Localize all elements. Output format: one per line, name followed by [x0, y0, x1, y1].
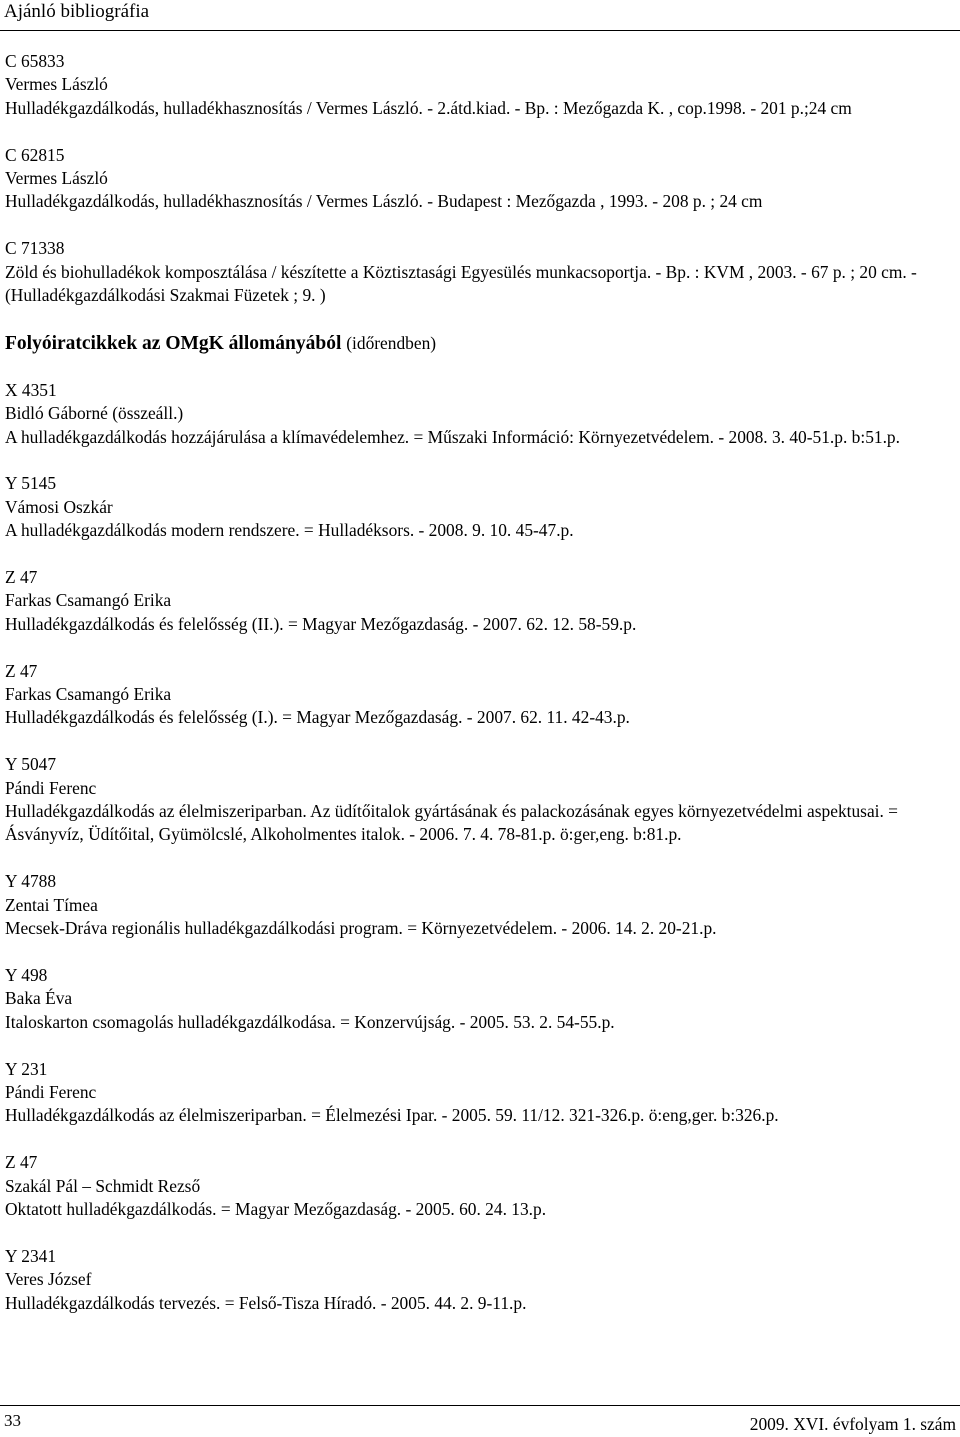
bibliography-record — [5, 1151, 955, 1221]
record-author: Vermes László — [5, 168, 108, 189]
record-author: Szakál Pál – Schmidt Rezső — [5, 1175, 201, 1196]
section-heading — [5, 331, 955, 356]
record-description: Hulladékgazdálkodás tervezés. = Felső-Tisza Híradó. - 2005. 44. 2. 9-11.p. — [5, 1292, 527, 1313]
bibliography-record — [5, 753, 955, 847]
bibliography-record — [5, 1058, 955, 1128]
bibliography-content — [5, 50, 955, 1338]
bibliography-record — [5, 379, 955, 449]
record-code: Z 47 — [5, 1152, 38, 1173]
bibliography-record — [5, 50, 955, 120]
record-description: Italoskarton csomagolás hulladékgazdálkodása. = Konzervújság. - 2005. 53. 2. 54-55.p. — [5, 1011, 615, 1032]
bibliography-record — [5, 144, 955, 214]
article-records — [5, 379, 955, 1315]
record-description: Hulladékgazdálkodás az élelmiszeriparban. Az üdítőitalok gyártásának és palackozásának egyes környezetvédelmi aspektusai. = Ásványvíz, Üdítőital, Gyümölcslé, Alkoholmentes italok. - 2006. 7. 4. 78-81.p. ö:ger,eng. b:81.p. — [5, 801, 898, 845]
record-code: Y 498 — [5, 964, 48, 985]
issue-label: 2009. XVI. évfolyam 1. szám — [749, 1414, 956, 1434]
record-code: Z 47 — [5, 660, 38, 681]
record-author: Farkas Csamangó Erika — [5, 684, 172, 705]
header-title: Ajánló bibliográfia — [4, 1, 150, 22]
page-number: 33 — [4, 1411, 21, 1430]
record-author: Zentai Tímea — [5, 894, 98, 915]
bibliography-record — [5, 1245, 955, 1315]
record-author: Bidló Gáborné (összeáll.) — [5, 403, 184, 424]
page-footer — [0, 1405, 960, 1437]
bibliography-record — [5, 964, 955, 1034]
record-description: A hulladékgazdálkodás modern rendszere. = Hulladéksors. - 2008. 9. 10. 45-47.p. — [5, 520, 574, 541]
record-description: Oktatott hulladékgazdálkodás. = Magyar Mezőgazdaság. - 2005. 60. 24. 13.p. — [5, 1198, 547, 1219]
bibliography-record — [5, 472, 955, 542]
record-code: C 62815 — [5, 144, 65, 165]
record-code: Y 2341 — [5, 1245, 57, 1266]
record-code: C 71338 — [5, 238, 65, 259]
record-code: C 65833 — [5, 51, 65, 71]
record-description: Hulladékgazdálkodás és felelősség (II.). = Magyar Mezőgazdaság. - 2007. 62. 12. 58-59.p. — [5, 613, 637, 634]
section-note: (időrendben) — [346, 332, 437, 353]
record-description: Zöld és biohulladékok komposztálása / készítette a Köztisztasági Egyesülés munkacsoportja. - Bp. : KVM , 2003. - 67 p. ; 20 cm. - (Hulladékgazdálkodási Szakmai Füzetek ; 9. ) — [5, 261, 917, 306]
bibliography-record — [5, 566, 955, 636]
record-author: Vermes László — [5, 74, 108, 95]
record-author: Baka Éva — [5, 988, 73, 1009]
record-description: Mecsek-Dráva regionális hulladékgazdálkodási program. = Környezetvédelem. - 2006. 14. 2. 20-21.p. — [5, 918, 717, 939]
record-description: Hulladékgazdálkodás, hulladékhasznosítás / Vermes László. - Budapest : Mezőgazda , 1993. - 208 p. ; 24 cm — [5, 191, 763, 212]
record-author: Vámosi Oszkár — [5, 496, 113, 517]
record-author: Pándi Ferenc — [5, 777, 97, 798]
bibliography-record — [5, 237, 955, 307]
record-code: Z 47 — [5, 567, 38, 588]
record-description: Hulladékgazdálkodás, hulladékhasznosítás / Vermes László. - 2.átd.kiad. - Bp. : Mezőgazda K. , cop.1998. - 201 p.;24 cm — [5, 97, 852, 118]
record-author: Farkas Csamangó Erika — [5, 590, 172, 611]
record-code: X 4351 — [5, 379, 57, 400]
record-description: Hulladékgazdálkodás az élelmiszeriparban. = Élelmezési Ipar. - 2005. 59. 11/12. 321-326.p. ö:eng,ger. b:326.p. — [5, 1105, 779, 1126]
record-code: Y 4788 — [5, 871, 57, 892]
record-author: Veres József — [5, 1269, 92, 1290]
record-description: Hulladékgazdálkodás és felelősség (I.). = Magyar Mezőgazdaság. - 2007. 62. 11. 42-43.p. — [5, 707, 630, 728]
record-code: Y 5145 — [5, 473, 57, 494]
book-records — [5, 50, 955, 307]
record-code: Y 231 — [5, 1058, 48, 1079]
record-author: Pándi Ferenc — [5, 1081, 97, 1102]
bibliography-record — [5, 870, 955, 940]
record-code: Y 5047 — [5, 754, 57, 775]
page-header — [0, 0, 960, 31]
bibliography-record — [5, 660, 955, 730]
record-description: A hulladékgazdálkodás hozzájárulása a klímavédelemhez. = Műszaki Információ: Környezetvédelem. - 2008. 3. 40-51.p. b:51.p. — [5, 426, 900, 447]
section-title: Folyóiratcikkek az OMgK állományából — [5, 332, 342, 354]
